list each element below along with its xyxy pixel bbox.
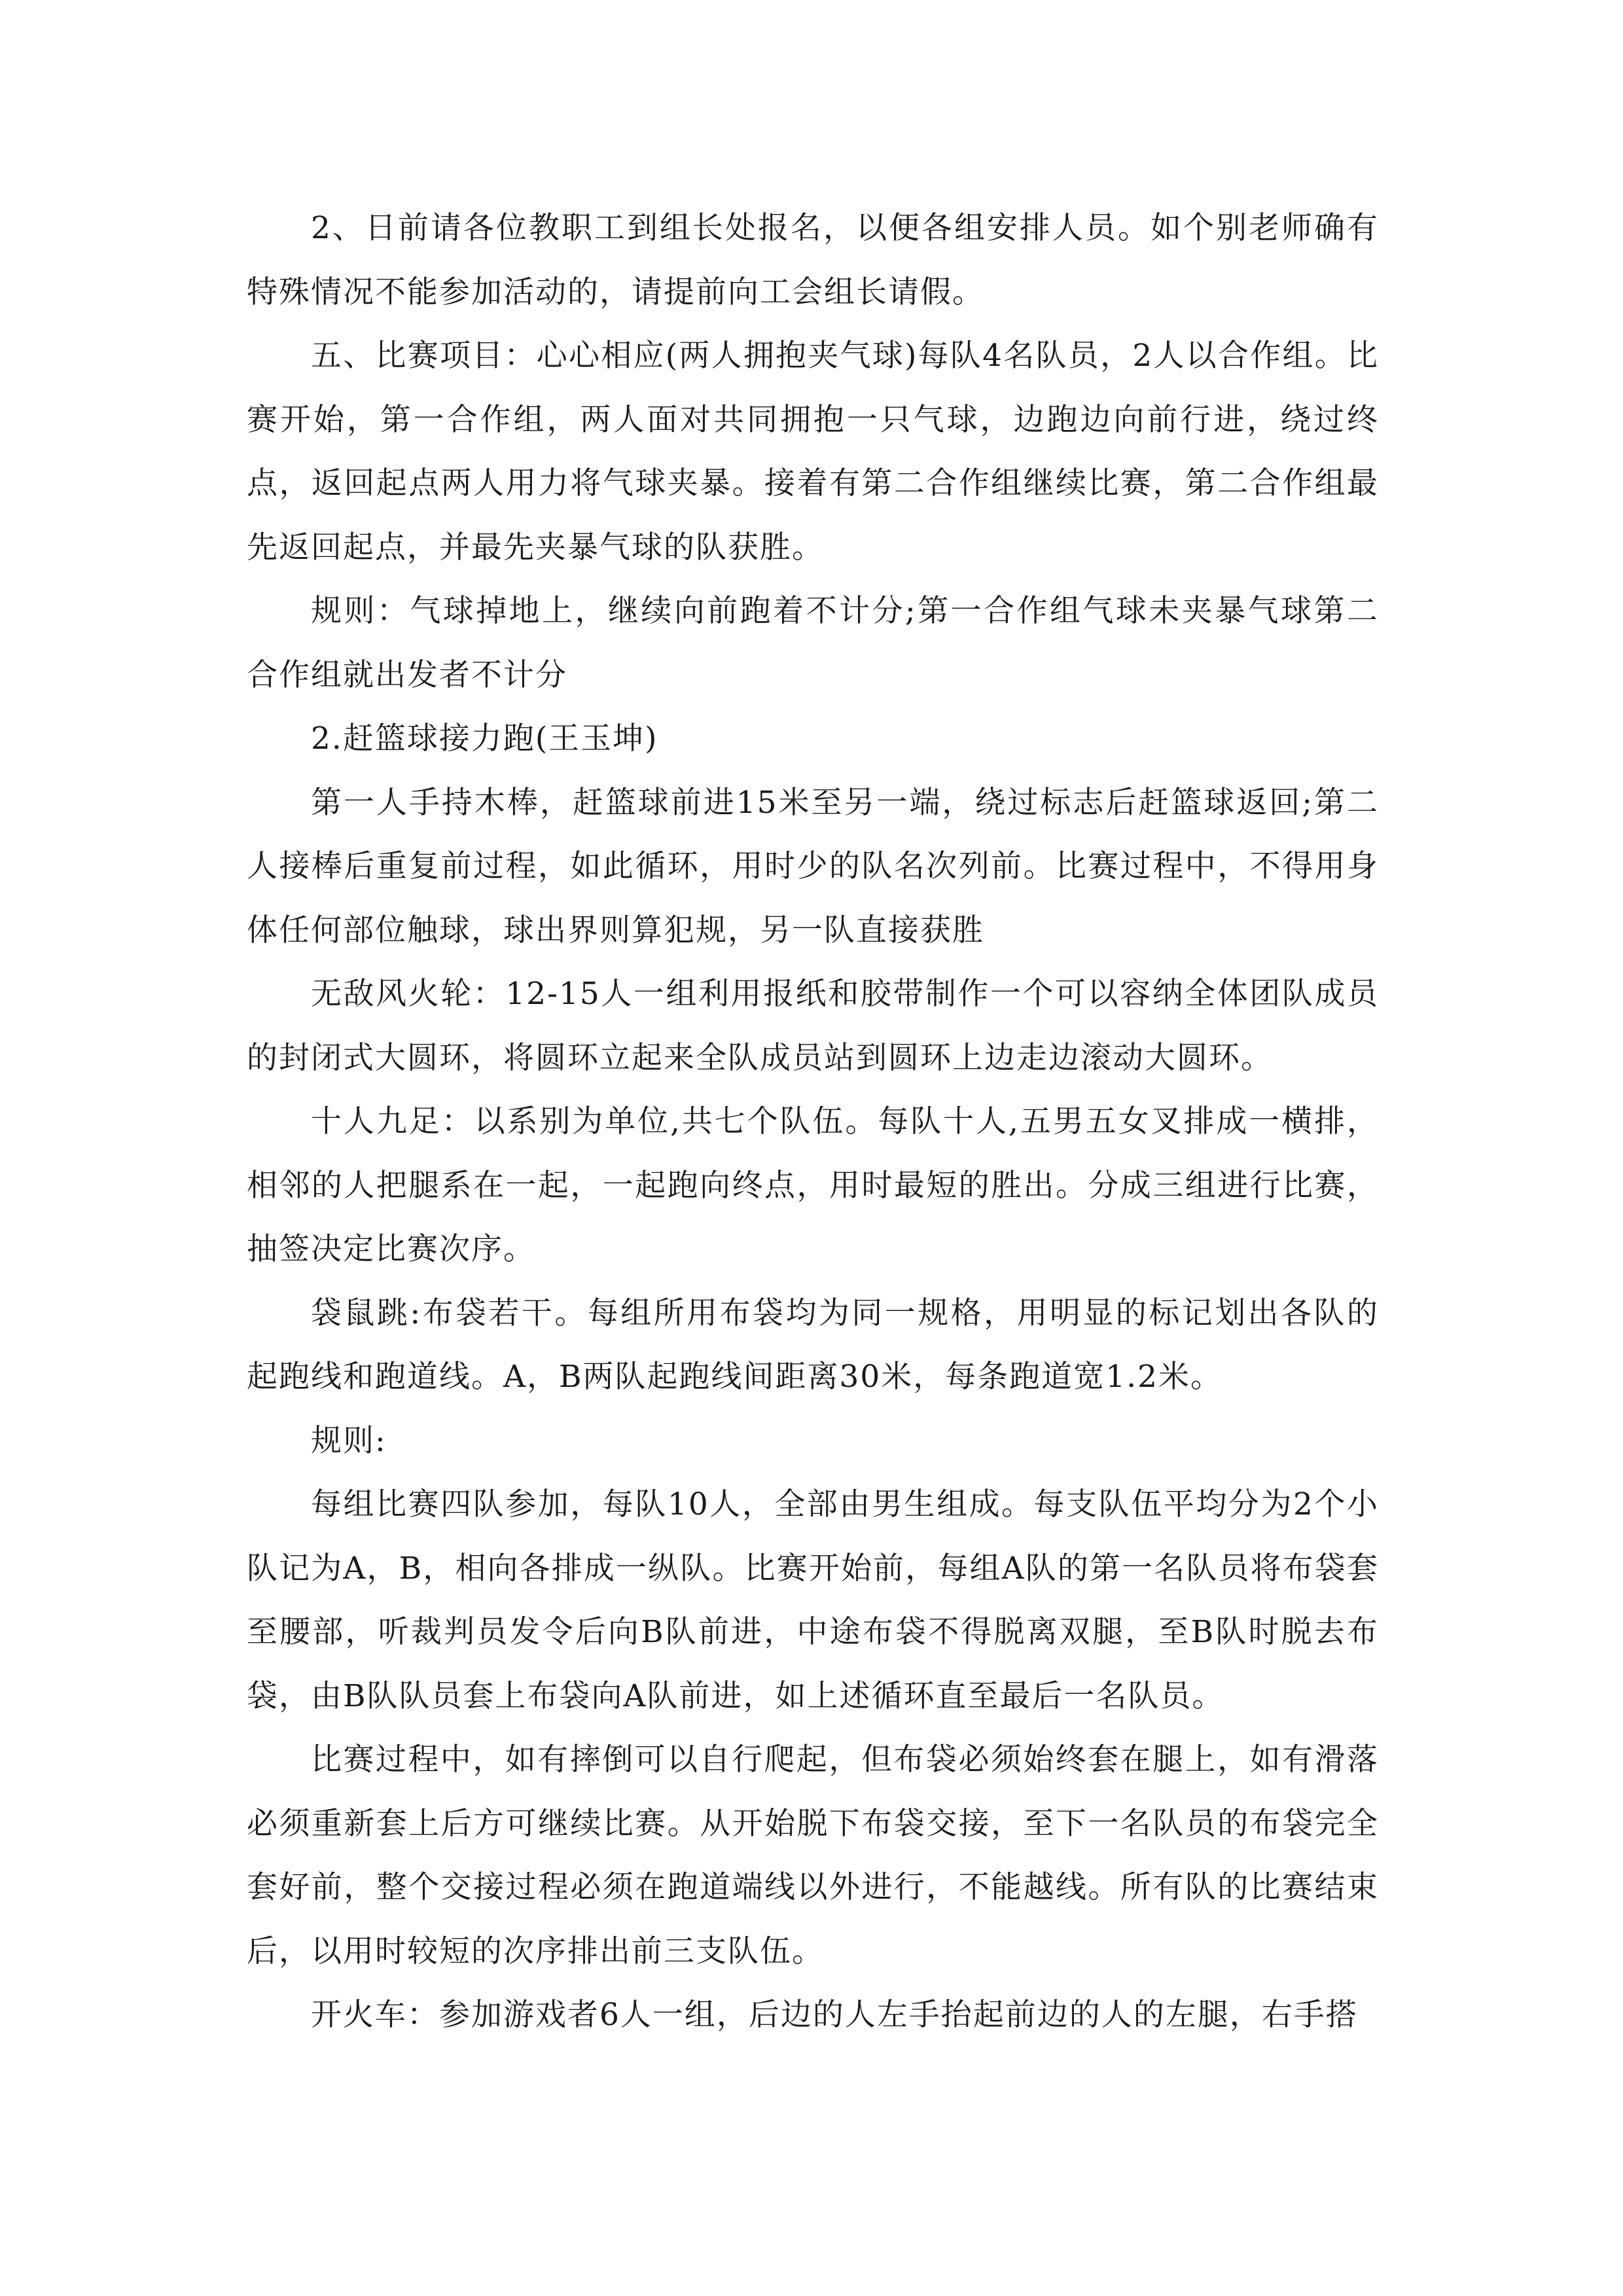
paragraph-rules-heading: 规则:: [311, 1422, 387, 1459]
paragraph-event-heart-to-heart: 五、比赛项目：心心相应(两人拥抱夹气球)每队4名队员，2人以合作组。比赛开始，第一合作组，两人面对共同拥抱一只气球，边跑边向前行进，绕过终点，返回起点两人用力将气球夹暴。接着有第二合作组继续比赛，第二合作组最先返回起点，并最先夹暴气球的队获胜。: [247, 338, 1379, 565]
paragraph-fire-wheel: 无敌风火轮：12-15人一组利用报纸和胶带制作一个可以容纳全体团队成员的封闭式大圆环，将圆环立起来全队成员站到圆环上边走边滚动大圆环。: [247, 976, 1379, 1076]
paragraph-registration: 2、日前请各位教职工到组长处报名，以便各组安排人员。如个别老师确有特殊情况不能参加活动的，请提前向工会组长请假。: [247, 210, 1379, 310]
paragraph-kangaroo-jump: 袋鼠跳:布袋若干。每组所用布袋均为同一规格，用明显的标记划出各队的起跑线和跑道线。A，B两队起跑线间距离30米，每条跑道宽1.2米。: [247, 1295, 1379, 1395]
paragraph-kangaroo-rules-process: 比赛过程中，如有摔倒可以自行爬起，但布袋必须始终套在腿上，如有滑落必须重新套上后方可继续比赛。从开始脱下布袋交接，至下一名队员的布袋完全套好前，整个交接过程必须在跑道端线以外进行，不能越线。所有队的比赛结束后，以用时较短的次序排出前三支队伍。: [247, 1742, 1379, 1969]
paragraph-kangaroo-rules-teams: 每组比赛四队参加，每队10人，全部由男生组成。每支队伍平均分为2个小队记为A，B，相向各排成一纵队。比赛开始前，每组A队的第一名队员将布袋套至腰部，听裁判员发令后向B队前进，中途布袋不得脱离双腿，至B队时脱去布袋，由B队队员套上布袋向A队前进，如上述循环直至最后一名队员。: [247, 1486, 1379, 1714]
paragraph-balloon-rules: 规则：气球掉地上，继续向前跑着不计分;第一合作组气球未夹暴气球第二合作组就出发者不计分: [247, 593, 1379, 693]
paragraph-basketball-relay-description: 第一人手持木棒，赶篮球前进15米至另一端，绕过标志后赶篮球返回;第二人接棒后重复前过程，如此循环，用时少的队名次列前。比赛过程中，不得用身体任何部位触球，球出界则算犯规，另一队直接获胜: [247, 784, 1379, 948]
paragraph-basketball-relay-heading: 2.赶篮球接力跑(王玉坤): [311, 721, 658, 757]
paragraph-train-game: 开火车：参加游戏者6人一组，后边的人左手抬起前边的人的左腿，右手搭: [311, 1997, 1358, 2033]
document-body: [247, 196, 1379, 2047]
paragraph-ten-people-nine-legs: 十人九足：以系别为单位,共七个队伍。每队十人,五男五女叉排成一横排，相邻的人把腿系在一起，一起跑向终点，用时最短的胜出。分成三组进行比赛，抽签决定比赛次序。: [247, 1103, 1379, 1267]
